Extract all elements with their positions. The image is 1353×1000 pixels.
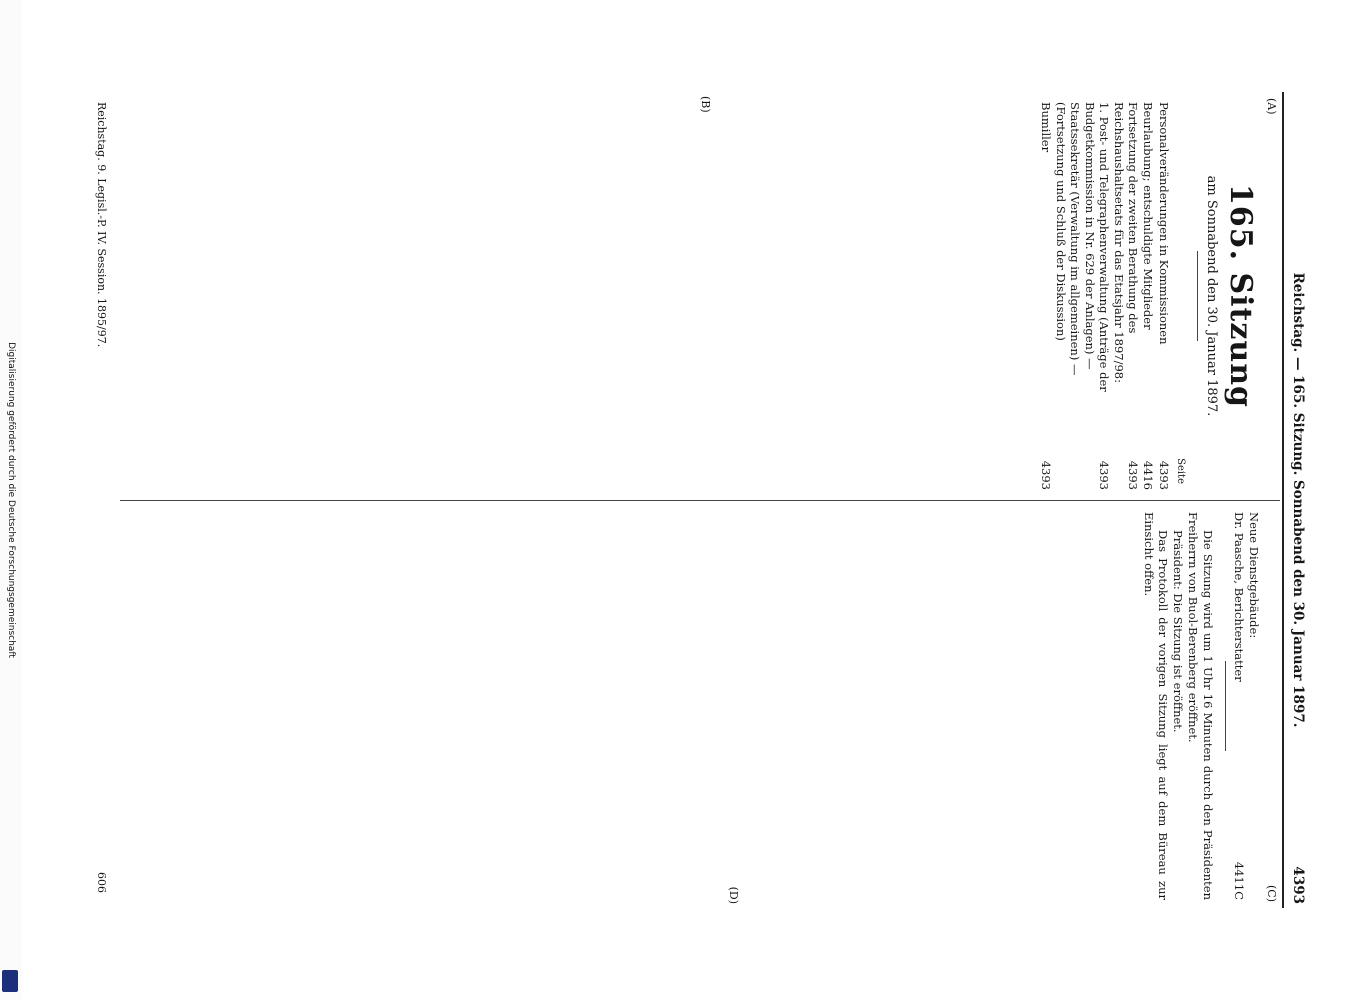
left-column <box>1038 102 1262 490</box>
seite-label: Seite <box>1174 458 1186 484</box>
footer-source: Reichstag. 9. Legisl.-P. IV. Session. 1895/97. <box>95 102 108 348</box>
toc-label: Dr. Paasche, Berichterstatter <box>1231 512 1246 682</box>
digitization-sidebar <box>0 0 22 1000</box>
toc-page: 4393 <box>1038 460 1053 490</box>
toc-label: Fortsetzung der zweiten Berathung des Reichshaushaltsetats für das Etatsjahr 1897/98: <box>1111 102 1141 384</box>
scan-area <box>40 92 1310 908</box>
paragraph: Präsident: Die Sitzung ist eröffnet. <box>1171 530 1186 733</box>
dfg-logo <box>2 970 18 992</box>
running-header <box>1282 92 1310 908</box>
toc-label: Neue Dienstgebäude: <box>1247 512 1261 639</box>
toc-page: 4411C <box>1231 861 1246 900</box>
session-title: 165. Sitzung <box>1223 183 1258 409</box>
toc-label: Personalveränderungen in Kommissionen <box>1156 102 1171 345</box>
title-rule <box>1197 251 1198 341</box>
paragraph: Die Sitzung wird um 1 Uhr 16 Minuten durch den Präsidenten Freiherrn von Buol-Berenberg eröffnet. <box>1186 512 1215 900</box>
toc-page: 4416 <box>1141 460 1156 490</box>
funding-note: Digitalisierung gefördert durch die Deutsche Forschungsgemeinschaft <box>6 342 16 658</box>
section-rule <box>1225 661 1226 751</box>
toc-page: 4393 <box>1156 460 1171 490</box>
margin-mark-c: (C) <box>1265 885 1278 902</box>
table-of-contents-continued <box>1232 512 1261 900</box>
running-title: Reichstag. — 165. Sitzung. Sonnabend den 30. Januar 1897. <box>1290 272 1306 728</box>
right-column <box>1141 512 1262 900</box>
toc-label: 1. Post- und Telegraphenverwaltung (Anträge der Budgetkommission in Nr. 629 der Anlagen) — Staatssekretär (Verwaltung im allgemeinen) — (Fortsetzung und Schluß der Diskussion) <box>1054 102 1111 392</box>
proceedings-text <box>1142 512 1215 900</box>
toc-entry <box>1232 512 1246 900</box>
toc-label: Bumiller <box>1038 102 1053 153</box>
document-page <box>40 92 1310 908</box>
toc-entry <box>1156 102 1170 490</box>
footer-sheet-number: 606 <box>95 872 108 893</box>
toc-label: Beurlaubung; entschuldigte Mitglieder <box>1141 102 1156 330</box>
paragraph: Das Protokoll der vorigen Sitzung liegt auf dem Büreau zur Einsicht offen. <box>1141 512 1170 900</box>
toc-entry <box>1039 102 1053 490</box>
margin-mark-a: (A) <box>1265 98 1278 115</box>
toc-page: 4393 <box>1126 460 1141 490</box>
page-number: 4393 <box>1290 866 1306 904</box>
column-divider <box>120 500 1280 501</box>
toc-entry <box>1141 102 1155 490</box>
toc-page: 4393 <box>1096 460 1111 490</box>
margin-mark-d: (D) <box>727 886 740 904</box>
toc-entry <box>1247 512 1261 900</box>
table-of-contents <box>1039 102 1171 490</box>
toc-entry <box>1112 102 1140 490</box>
toc-entry <box>1054 102 1111 490</box>
session-date: am Sonnabend den 30. Januar 1897. <box>1204 175 1219 417</box>
margin-mark-b: (B) <box>699 96 712 113</box>
